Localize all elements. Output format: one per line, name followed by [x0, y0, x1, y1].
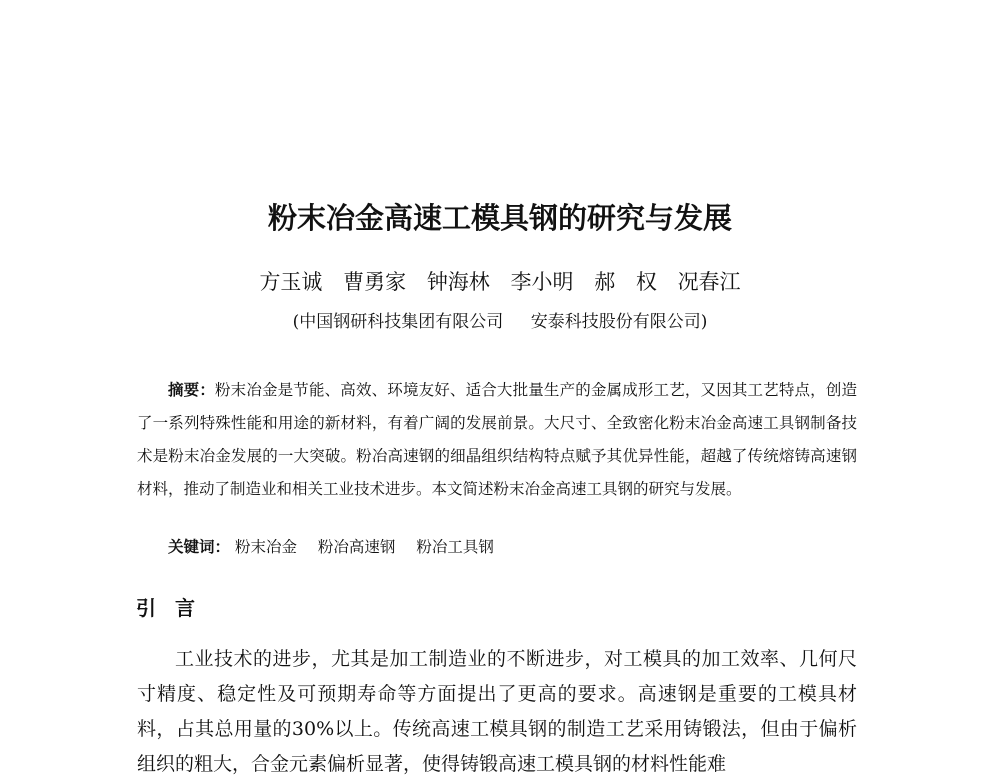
keyword: 粉末冶金 [234, 538, 297, 556]
author-name: 钟海林 [426, 270, 490, 294]
abstract-label: 摘要： [168, 381, 215, 399]
abstract-paragraph [137, 374, 857, 506]
author-name: 曹勇家 [343, 270, 407, 294]
author-name: 况春江 [677, 270, 741, 294]
body-text [137, 642, 857, 782]
affiliation: 安泰科技股份有限公司) [530, 312, 708, 332]
author-name: 方玉诚 [259, 270, 323, 294]
affiliations [0, 307, 1000, 332]
abstract-text: 粉末冶金是节能、高效、环境友好、适合大批量生产的金属成形工艺，又因其工艺特点，创造了一系列特殊性能和用途的新材料，有着广阔的发展前景。大尺寸、全致密化粉末冶金高速工具钢制备技术是粉末冶金发展的一大突破。粉冶高速钢的细晶组织结构特点赋予其优异性能，超越了传统熔铸高速钢材料，推动了制造业和相关工业技术进步。本文简述粉末冶金高速工具钢的研究与发展。 [137, 381, 857, 498]
author-name: 李小明 [510, 270, 574, 294]
keyword: 粉冶工具钢 [416, 538, 494, 556]
affiliation: (中国钢研科技集团有限公司 [292, 312, 504, 332]
paper-title: 粉末冶金高速工模具钢的研究与发展 [267, 201, 732, 235]
section-heading: 引 言 [136, 596, 201, 620]
keywords-label: 关键词： [168, 538, 231, 556]
author-name: 郝 权 [594, 270, 657, 294]
abstract [137, 374, 857, 506]
keyword: 粉冶高速钢 [317, 538, 396, 556]
keywords [168, 535, 510, 557]
body-paragraph: 工业技术的进步，尤其是加工制造业的不断进步，对工模具的加工效率、几何尺寸精度、稳定性及可预期寿命等方面提出了更高的要求。高速钢是重要的工模具材料，占其总用量的30%以上。传统高速工模具钢的制造工艺采用铸锻法，但由于偏析组织的粗大，合金元素偏析显著，使得铸锻高速工模具钢的材料性能难 [137, 648, 857, 775]
author-list [0, 266, 1000, 296]
